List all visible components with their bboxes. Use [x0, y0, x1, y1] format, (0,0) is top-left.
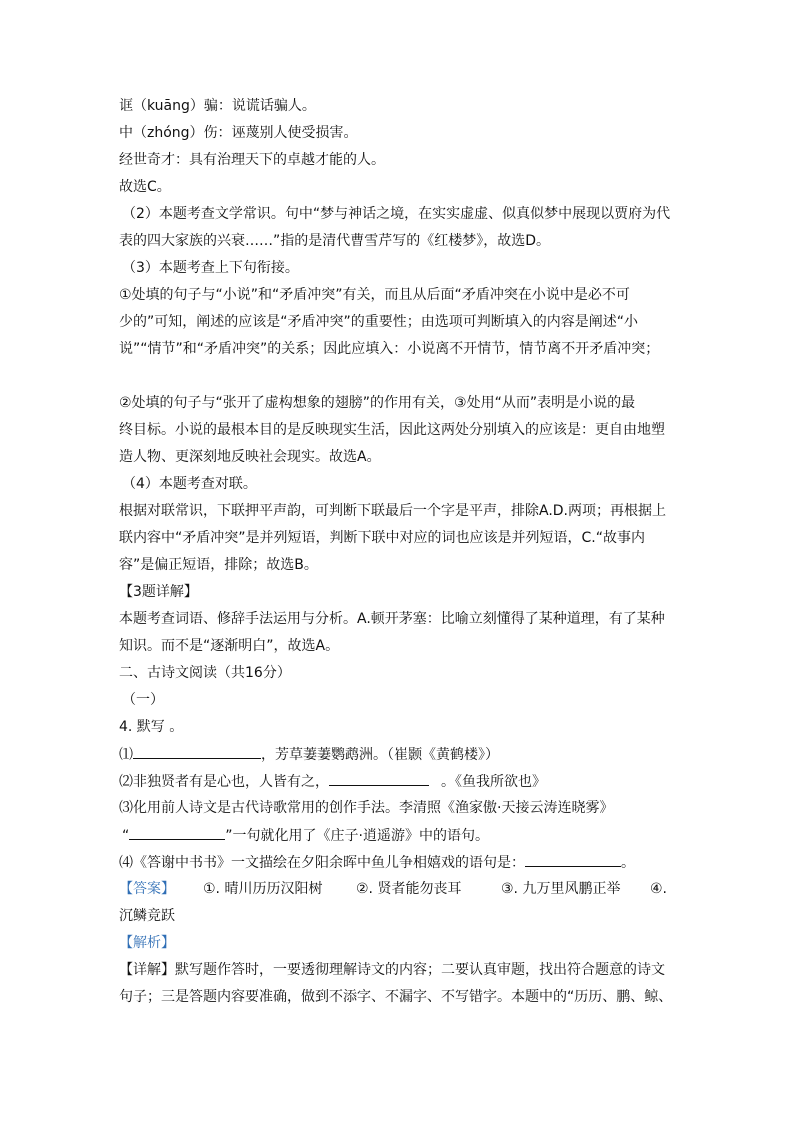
question-item-4: [119, 852, 679, 873]
item-text: “: [122, 828, 130, 844]
answer-4-label: ④.: [650, 881, 668, 897]
item-text: ”一句就化用了《庄子·逍遥游》中的语句。: [225, 828, 489, 844]
answer-blank: [133, 744, 261, 759]
text-line: 容”是偏正短语，排除；故选B。: [119, 557, 318, 573]
text-line: （3）本题考查上下句衔接。: [122, 260, 299, 276]
item-text: 。《鱼我所欲也》: [441, 774, 546, 790]
answer-3: ③. 九万里风鹏正举: [501, 881, 621, 897]
item-text: ⑷《答谢中书书》一文描绘在夕阳余晖中鱼儿争相嬉戏的语句是：: [119, 855, 525, 871]
question-item-1: [119, 744, 679, 765]
text-line: 少的”可知，阐述的应该是“矛盾冲突”的重要性；由选项可判断填入的内容是阐述“小: [119, 314, 639, 330]
text-line: （一）: [122, 692, 164, 708]
answer-4: 沉鳞竞跃: [119, 908, 175, 924]
section-heading: 【3题详解】: [119, 584, 198, 600]
text-line: （2）本题考查文学常识。句中“梦与神话之境，在实实虚虚、似真似梦中展现以贾府为代: [122, 206, 671, 222]
answer-1: ①. 晴川历历汉阳树: [203, 881, 323, 897]
analysis-label: 【解析】: [119, 935, 175, 951]
text-line: ①处填的句子与“小说”和“矛盾冲突”有关，而且从后面“矛盾冲突在小说中是必不可: [119, 287, 630, 303]
text-line: ②处填的句子与“张开了虚构想象的翅膀”的作用有关，③处用“从而”表明是小说的最: [119, 395, 636, 411]
question-item-3-cont: [122, 825, 682, 846]
item-text: 。: [621, 855, 635, 871]
text-line: 中（zhóng）伤：诬蔑别人使受损害。: [119, 125, 358, 141]
text-line: 造人物、更深刻地反映社会现实。故选A。: [119, 449, 381, 465]
answer-2: ②. 贤者能勿丧耳: [356, 881, 462, 897]
text-line: 表的四大家族的兴衰……”指的是清代曹雪芹写的《红楼梦》，故选D。: [119, 233, 551, 249]
text-line: 联内容中“矛盾冲突”是并列短语，判断下联中对应的词也应该是并列短语，C.“故事内: [119, 530, 645, 546]
text-line: 经世奇才：具有治理天下的卓越才能的人。: [119, 152, 385, 168]
section-heading: 二、古诗文阅读（共16分）: [119, 665, 291, 681]
answer-blank: [129, 825, 225, 840]
item-prefix: ⑴: [119, 747, 133, 763]
text-line: 知识。而不是“逐渐明白”，故选A。: [119, 638, 340, 654]
text-line: 诓（kuāng）骗：说谎话骗人。: [119, 98, 316, 114]
question-item-2: [119, 771, 679, 792]
text-line: （4）本题考查对联。: [122, 476, 257, 492]
answer-label: 【答案】: [119, 881, 175, 897]
item-text: ，芳草萋萋鹦鹉洲。（崔颢《黄鹤楼》）: [261, 747, 499, 763]
text-line: 根据对联常识，下联押平声韵，可判断下联最后一个字是平声，排除A.D.两项；再根据上: [119, 503, 667, 519]
text-line: 句子；三是答题内容要准确，做到不添字、不漏字、不写错字。本题中的“历历、鹏、鲸、: [119, 989, 673, 1005]
item-text: ⑵非独贤者有是心也，人皆有之，: [119, 774, 329, 790]
text-line: 【详解】默写题作答时，一要透彻理解诗文的内容；二要认真审题，找出符合题意的诗文: [119, 962, 665, 978]
text-line: 本题考查词语、修辞手法运用与分析。A.顿开茅塞：比喻立刻懂得了某种道理，有了某种: [119, 611, 665, 627]
question-title: 4. 默写 。: [119, 719, 184, 735]
answer-blank: [329, 771, 429, 786]
text-line: 故选C。: [119, 179, 171, 195]
text-line: 终目标。小说的最根本目的是反映现实生活，因此这两处分别填入的应该是：更自由地塑: [119, 422, 665, 438]
answer-blank: [525, 852, 621, 867]
question-item-3: ⑶化用前人诗文是古代诗歌常用的创作手法。李清照《渔家傲·天接云涛连晓雾》: [119, 800, 614, 816]
text-line: 说”“情节”和“矛盾冲突”的关系；因此应填入：小说离不开情节，情节离不开矛盾冲突；: [119, 341, 660, 357]
